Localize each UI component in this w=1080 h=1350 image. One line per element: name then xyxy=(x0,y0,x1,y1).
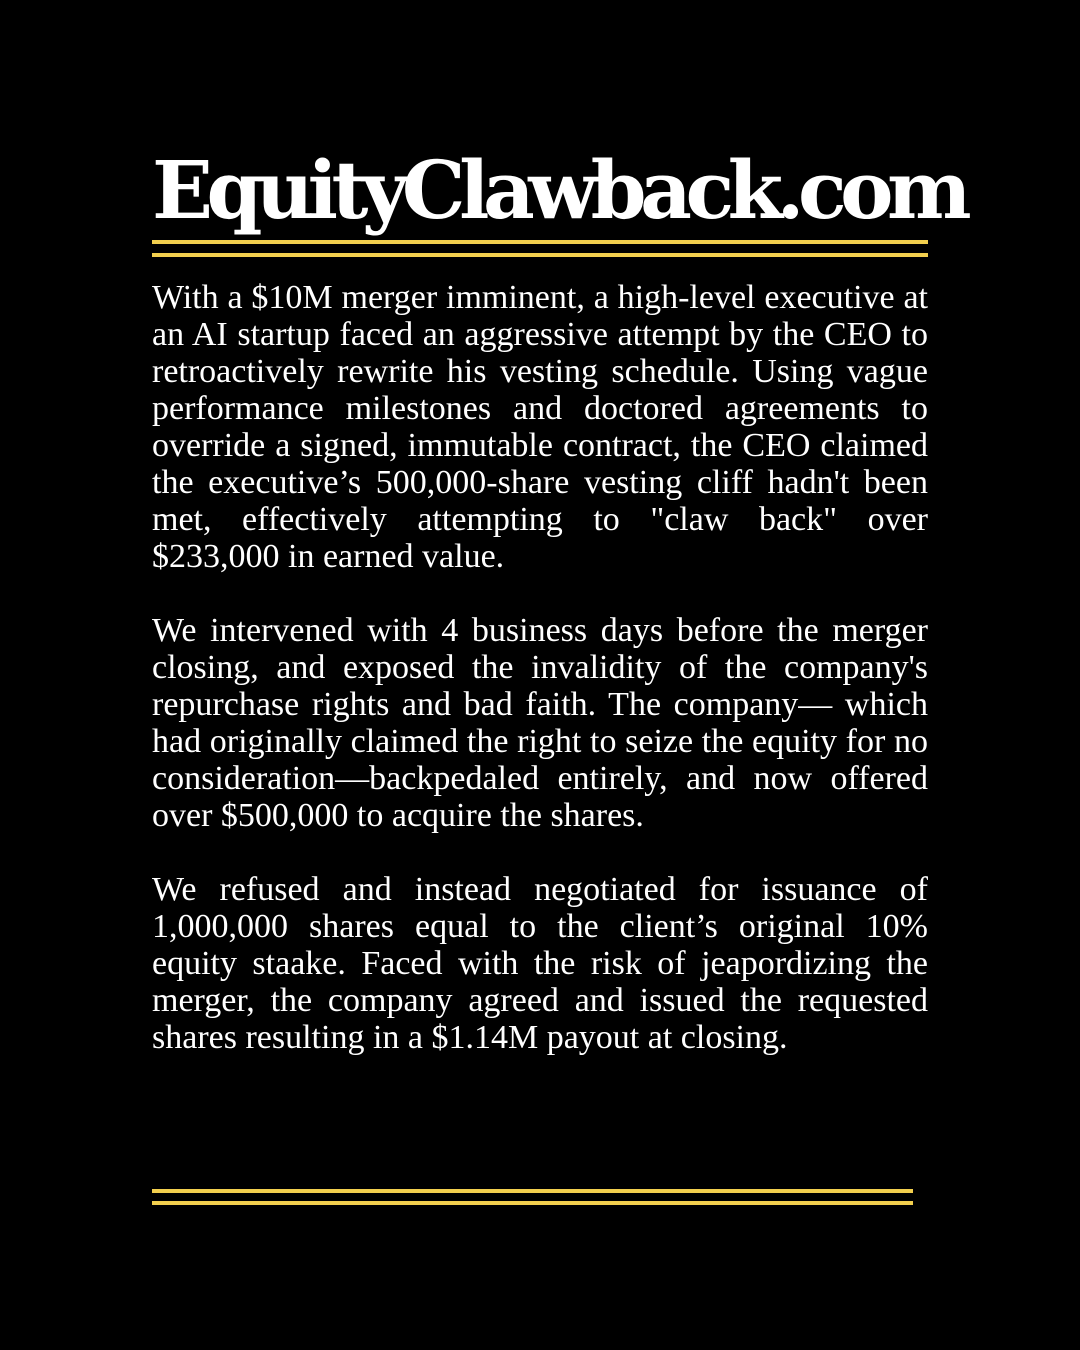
footer-rule-second xyxy=(152,1201,913,1205)
paragraph-situation: With a $10M merger imminent, a high-level executive at an AI startup faced an aggressive attempt by the CEO to retroactively rewrite his vesting schedule. Using vague performance milestones and doctored agreements to override a signed, immutable contract, the CEO claimed the executive’s 500,000-share vesting cliff hadn't been met, effectively attempting to "claw back" over $233,000 in earned value. xyxy=(152,279,928,575)
title-underline-rule-second xyxy=(152,253,928,257)
case-study-body xyxy=(152,279,928,1056)
page-title: EquityClawback.com xyxy=(152,143,966,237)
paragraph-outcome: We refused and instead negotiated for issuance of 1,000,000 shares equal to the client’s original 10% equity staake. Faced with the risk of jeapordizing the merger, the company agreed and issued the requested shares resulting in a $1.14M payout at closing. xyxy=(152,871,928,1056)
title-underline-rule xyxy=(152,240,928,244)
paragraph-intervention: We intervened with 4 business days before the merger closing, and exposed the invalidity of the company's repurchase rights and bad faith. The company— which had originally claimed the right to seize the equity for no consideration—backpedaled entirely, and now offered over $500,000 to acquire the shares. xyxy=(152,612,928,834)
footer-rule xyxy=(152,1189,913,1193)
